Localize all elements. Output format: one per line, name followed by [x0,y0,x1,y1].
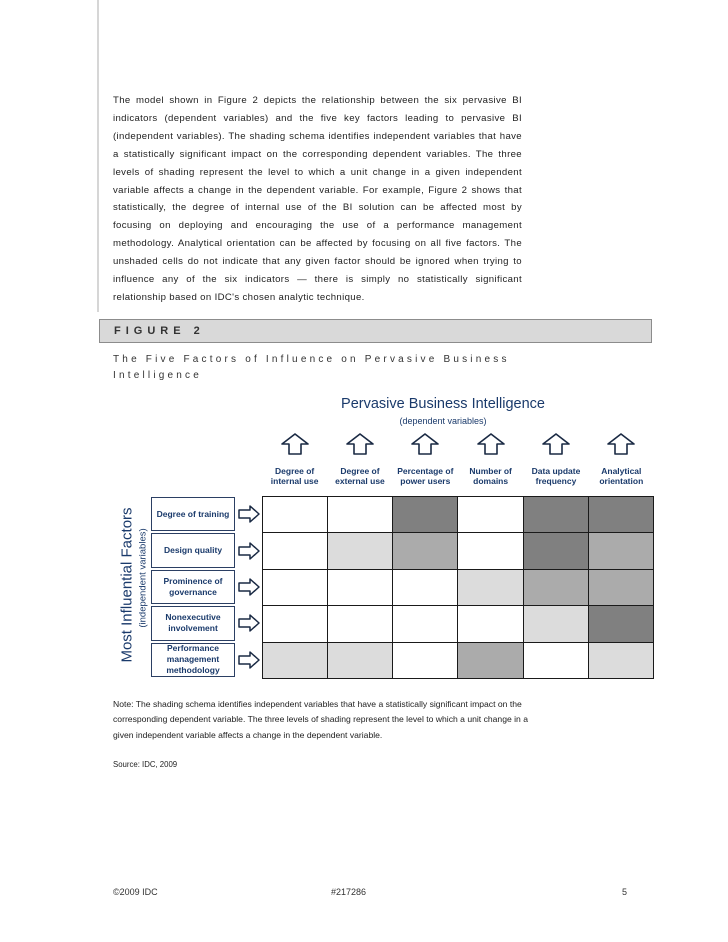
figure-label-bar [99,319,652,343]
grid-cell [328,569,393,605]
right-arrow-icon [238,505,260,523]
factor-label: Nonexecutive involvement [151,606,235,640]
column-header: Percentage of power users [397,466,454,486]
up-arrow-icon [345,433,375,455]
side-title-text: Most Influential Factors [118,507,136,663]
up-arrow-icon [476,433,506,455]
right-arrow-icon [238,651,260,669]
figure-title: The Five Factors of Influence on Pervasive Business Intelligence [113,354,510,381]
influence-grid [262,496,654,679]
right-arrow-icon [238,614,260,632]
grid-cell [523,533,588,569]
grid-cell [328,497,393,533]
column-header: Degree of external use [335,466,385,486]
grid-cell [588,569,653,605]
grid-cell [263,606,328,642]
grid-row [263,497,654,533]
grid-cell [458,606,523,642]
body-paragraph: The model shown in Figure 2 depicts the relationship between the six pervasive BI indicators (dependent variables) and the five key factors leading to pervasive BI (independent variables). The shading schema identifies independent variables that have a statistically significant impact on the corresponding dependent variables. The three levels of shading represent the level to which a unit change in a given independent variable affects a change in the dependent variable. For example, Figure 2 shows that statistically, the degree of internal use of the BI solution can be affected most by focusing on deploying and encouraging the use of a performance management methodology. Analytical orientation can be affected by focusing on all five factors. The unshaded cells do not indicate that any given factor should be ignored when trying to influence any of the six indicators — there is simply no statistically significant relationship based on IDC's chosen analytic technique. [113,95,522,303]
side-subtitle-text: (independent variables) [137,528,149,628]
factor-label: Performance management methodology [151,643,235,677]
grid-cell [263,642,328,678]
right-arrow-icon [238,542,260,560]
grid-cell [263,533,328,569]
column-header: Analytical orientation [599,466,644,486]
right-arrow-icon [238,578,260,596]
up-arrow-icon [410,433,440,455]
up-arrow-icon [280,433,310,455]
grid-cell [588,497,653,533]
factor-label: Design quality [151,533,235,567]
grid-cell [263,569,328,605]
grid-cell [393,642,458,678]
grid-row [263,533,654,569]
grid-cell [458,642,523,678]
margin-rule [97,0,99,312]
grid-cell [523,642,588,678]
grid-cell [328,642,393,678]
grid-cell [458,569,523,605]
grid-row [263,569,654,605]
grid-cell [393,533,458,569]
factor-label: Degree of training [151,497,235,531]
grid-cell [263,497,328,533]
grid-cell [523,497,588,533]
figure-label: FIGURE 2 [114,325,205,337]
grid-cell [523,606,588,642]
grid-cell [523,569,588,605]
column-header: Data update frequency [531,466,581,486]
figure-note: Note: The shading schema identifies independent variables that have a statistically significant impact on the corresponding dependent variable. The three levels of shading represent the level to which a unit change in a given independent variable affects a change in the dependent variable. [113,699,529,740]
grid-cell [328,533,393,569]
footer-page-number: 5 [622,887,628,897]
grid-cell [458,533,523,569]
figure-source: Source: IDC, 2009 [113,760,178,769]
grid-cell [588,642,653,678]
diagram-subtitle: (dependent variables) [399,416,487,426]
up-arrow-icon [606,433,636,455]
column-header: Degree of internal use [270,466,319,486]
grid-row [263,606,654,642]
grid-row [263,642,654,678]
grid-cell [458,497,523,533]
footer-doc-number: #217286 [331,887,367,897]
up-arrow-icon [541,433,571,455]
grid-cell [393,606,458,642]
grid-cell [328,606,393,642]
factor-label: Prominence of governance [151,570,235,604]
grid-cell [588,533,653,569]
column-header: Number of domains [469,466,512,486]
grid-cell [393,569,458,605]
footer-copyright: ©2009 IDC [113,887,158,897]
grid-cell [588,606,653,642]
diagram-title: Pervasive Business Intelligence [341,396,545,412]
grid-cell [393,497,458,533]
